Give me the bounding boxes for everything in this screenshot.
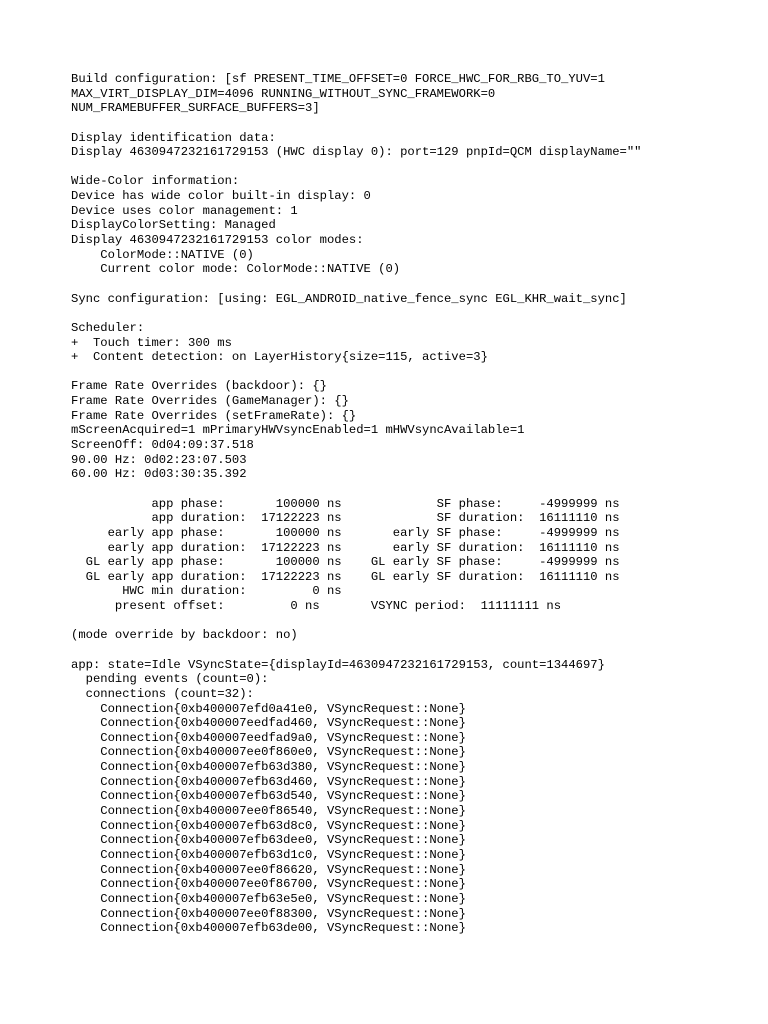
text-line: Connection{0xb400007eedfad9a0, VSyncRequest::None} — [71, 730, 466, 745]
text-line: Display 4630947232161729153 (HWC display 0): port=129 pnpId=QCM displayName="" — [71, 145, 642, 160]
text-line: early app duration: 17122223 ns early SF duration: 16111110 ns — [71, 540, 620, 555]
text-line: + Touch timer: 300 ms — [71, 335, 232, 350]
text-line: Connection{0xb400007efb63e5e0, VSyncRequest::None} — [71, 891, 466, 906]
text-line: Connection{0xb400007eedfad460, VSyncRequest::None} — [71, 716, 466, 731]
text-line: app: state=Idle VSyncState={displayId=4630947232161729153, count=1344697} — [71, 657, 605, 672]
text-line: Connection{0xb400007efb63dee0, VSyncRequest::None} — [71, 833, 466, 848]
text-line: Connection{0xb400007efb63d460, VSyncRequest::None} — [71, 774, 466, 789]
text-line: + Content detection: on LayerHistory{size=115, active=3} — [71, 350, 488, 365]
text-line: Connection{0xb400007ee0f860e0, VSyncRequest::None} — [71, 745, 466, 760]
text-line: Frame Rate Overrides (GameManager): {} — [71, 394, 349, 409]
text-line: Connection{0xb400007efb63de00, VSyncRequest::None} — [71, 921, 466, 936]
text-line: app duration: 17122223 ns SF duration: 16111110 ns — [71, 511, 620, 526]
text-line: Connection{0xb400007efb63d8c0, VSyncRequest::None} — [71, 818, 466, 833]
text-line: Connection{0xb400007efb63d540, VSyncRequest::None} — [71, 789, 466, 804]
text-line: ScreenOff: 0d04:09:37.518 — [71, 438, 254, 453]
text-line: MAX_VIRT_DISPLAY_DIM=4096 RUNNING_WITHOUT_SYNC_FRAMEWORK=0 — [71, 86, 496, 101]
text-line: Connection{0xb400007ee0f86700, VSyncRequest::None} — [71, 877, 466, 892]
text-line — [71, 365, 641, 380]
text-line: Scheduler: — [71, 320, 145, 335]
text-line — [71, 116, 641, 131]
text-line — [71, 277, 641, 292]
text-line: app phase: 100000 ns SF phase: -4999999 ns — [71, 496, 620, 511]
text-line: mScreenAcquired=1 mPrimaryHWVsyncEnabled=1 mHWVsyncAvailable=1 — [71, 423, 525, 438]
text-line — [71, 482, 641, 497]
text-line: 60.00 Hz: 0d03:30:35.392 — [71, 467, 247, 482]
text-line: DisplayColorSetting: Managed — [71, 218, 276, 233]
text-line: Device has wide color built-in display: 0 — [71, 189, 371, 204]
text-line: Connection{0xb400007ee0f88300, VSyncRequest::None} — [71, 906, 466, 921]
text-line: Wide-Color information: — [71, 174, 240, 189]
text-line: (mode override by backdoor: no) — [71, 628, 298, 643]
text-line: Frame Rate Overrides (backdoor): {} — [71, 379, 327, 394]
text-line: Display identification data: — [71, 130, 276, 145]
text-line: Sync configuration: [using: EGL_ANDROID_native_fence_sync EGL_KHR_wait_sync] — [71, 291, 627, 306]
text-line — [71, 306, 641, 321]
text-line: Connection{0xb400007efb63d1c0, VSyncRequest::None} — [71, 847, 466, 862]
text-line: Connection{0xb400007efd0a41e0, VSyncRequest::None} — [71, 701, 466, 716]
text-line: NUM_FRAMEBUFFER_SURFACE_BUFFERS=3] — [71, 101, 320, 116]
text-line: Connection{0xb400007efb63d380, VSyncRequest::None} — [71, 760, 466, 775]
text-line: Build configuration: [sf PRESENT_TIME_OFFSET=0 FORCE_HWC_FOR_RBG_TO_YUV=1 — [71, 72, 605, 86]
text-line: present offset: 0 ns VSYNC period: 11111111 ns — [71, 599, 562, 614]
text-line — [71, 643, 641, 658]
text-line: Current color mode: ColorMode::NATIVE (0) — [71, 262, 401, 277]
text-line: early app phase: 100000 ns early SF phase: -4999999 ns — [71, 525, 620, 540]
text-line: GL early app phase: 100000 ns GL early SF phase: -4999999 ns — [71, 555, 620, 570]
text-line — [71, 160, 641, 175]
text-line: Connection{0xb400007ee0f86540, VSyncRequest::None} — [71, 804, 466, 819]
text-line: Frame Rate Overrides (setFrameRate): {} — [71, 408, 357, 423]
text-line: HWC min duration: 0 ns — [71, 584, 342, 599]
text-line — [71, 614, 641, 629]
text-line: connections (count=32): — [71, 686, 254, 701]
text-line: Display 4630947232161729153 color modes: — [71, 233, 364, 248]
text-line: ColorMode::NATIVE (0) — [71, 247, 254, 262]
text-line: pending events (count=0): — [71, 672, 269, 687]
text-line: GL early app duration: 17122223 ns GL early SF duration: 16111110 ns — [71, 569, 620, 584]
text-line: Connection{0xb400007ee0f86620, VSyncRequest::None} — [71, 862, 466, 877]
text-line: 90.00 Hz: 0d02:23:07.503 — [71, 452, 247, 467]
dumpsys-text-block — [71, 72, 641, 936]
text-line: Device uses color management: 1 — [71, 203, 298, 218]
